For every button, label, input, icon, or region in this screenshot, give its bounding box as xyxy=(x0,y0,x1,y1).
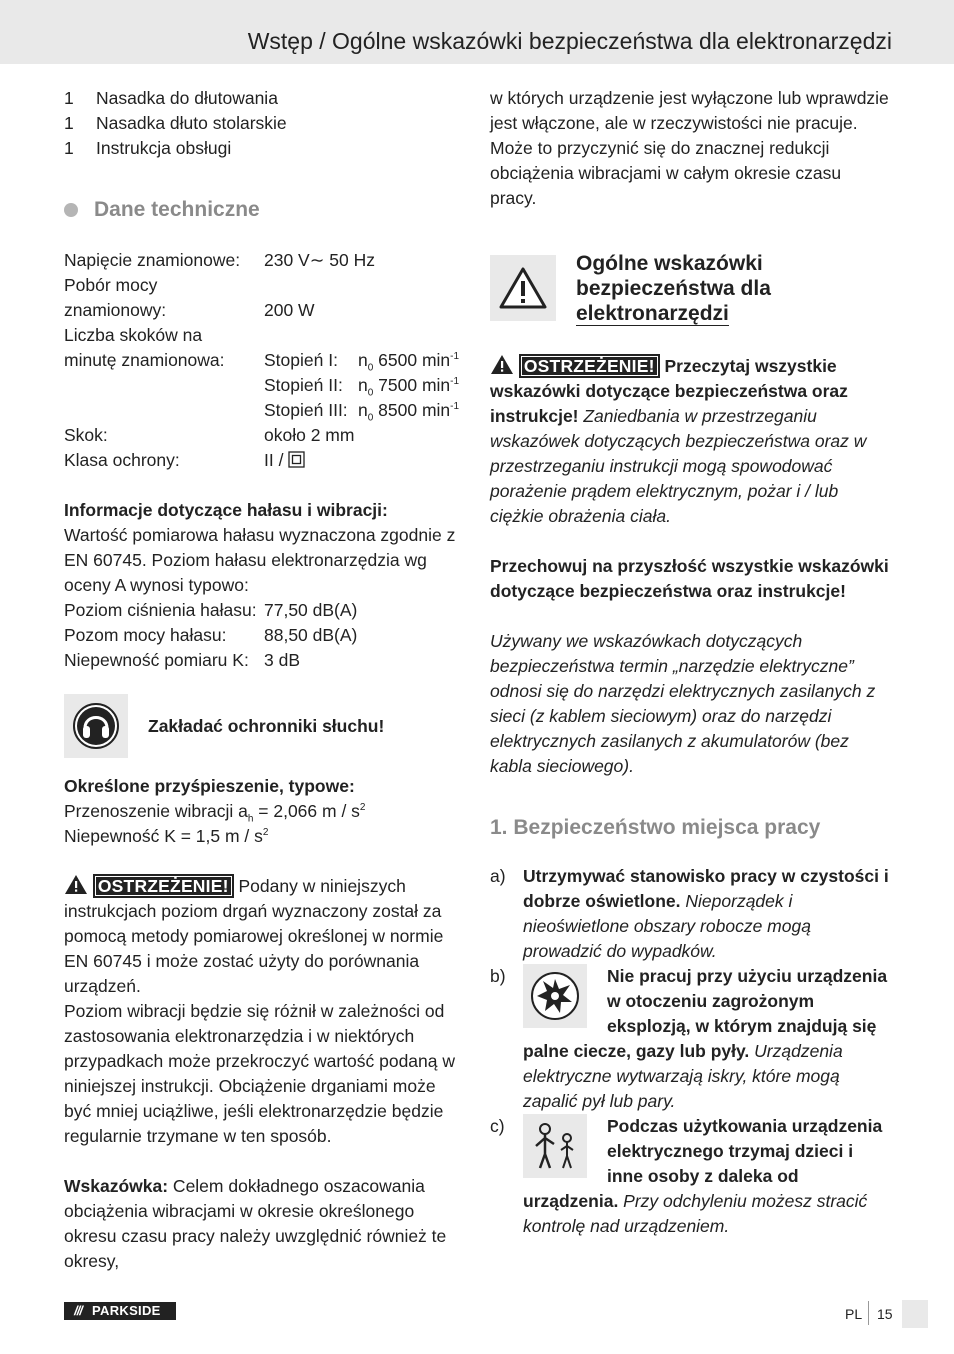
contents-list xyxy=(64,86,464,161)
noise-row: Poziom ciśnienia hałasu: 77,50 dB(A) xyxy=(64,600,358,620)
tech-data-table xyxy=(64,248,464,473)
noise-heading: Informacje dotyczące hałasu i wibracji: xyxy=(64,500,388,520)
tech-row: Napięcie znamionowe: 230 V∼ 50 Hz xyxy=(64,250,375,270)
protection-class-ii-icon xyxy=(288,451,305,468)
warning-triangle-large-icon xyxy=(490,255,556,321)
bullet-dot-icon xyxy=(64,203,78,217)
keep-children-away-icon xyxy=(523,1114,587,1178)
tech-row: znamionowy: 200 W xyxy=(64,300,315,320)
page-header xyxy=(0,0,954,64)
warning-triangle-icon xyxy=(490,354,514,375)
vibration-warning: OSTRZEŻENIE! Podany w niniejszych instrukcjach poziom drgań wyznaczony został za pomocą metody pomiarowej określonej w normie EN 60745 i może zostać użyty do porównania urządzeń. xyxy=(64,876,444,996)
tech-data-heading: Dane techniczne xyxy=(64,197,464,222)
rules-list xyxy=(490,864,892,1239)
warning-triangle-icon xyxy=(64,874,88,895)
noise-row: Pozom mocy hałasu: 88,50 dB(A) xyxy=(64,625,358,645)
noise-row: Niepewność pomiaru K: 3 dB xyxy=(64,650,300,670)
tech-row: Klasa ochrony: II / xyxy=(64,448,464,473)
list-item: 1 Nasadka do dłutowania xyxy=(64,88,278,108)
tech-row: Pobór mocy xyxy=(64,275,158,295)
warning-label: OSTRZEŻENIE! xyxy=(519,354,660,378)
page-number: 15 xyxy=(877,1306,893,1322)
list-item: a) Utrzymywać stanowisko pracy w czystości i dobrze oświetlone. Nieporządek i nieoświetlone obszary robocze mogą prowadzić do wypadków. xyxy=(490,866,889,961)
keep-instructions: Przechowuj na przyszłość wszystkie wskazówki dotyczące bezpieczeństwa oraz instrukcje! xyxy=(490,556,889,601)
general-safety-heading: Ogólne wskazówki bezpieczeństwa dla elektronarzędzi xyxy=(490,251,892,326)
page-tab xyxy=(902,1300,928,1328)
warning-label: OSTRZEŻENIE! xyxy=(93,874,234,898)
term-definition: Używany we wskazówkach dotyczących bezpieczeństwa termin „narzędzie elektryczne” odnosi się do narzędzi elektrycznych zasilanych z sieci (z kablem sieciowym) oraz do narzędzi elektrycznych zasilanych z akumulatorów (bez kabla sieciowego). xyxy=(490,631,876,776)
ear-protection-icon xyxy=(64,694,128,758)
acceleration-heading: Określone przyśpieszenie, typowe: xyxy=(64,776,355,796)
noise-table xyxy=(64,598,464,673)
general-warning: OSTRZEŻENIE! Przeczytaj wszystkie wskazówki dotyczące bezpieczeństwa oraz instrukcje! Zaniedbania w przestrzeganiu wskazówek dotyczących bezpieczeństwa oraz w przestrzeganiu instrukcji mogą spowodować porażenie prądem elektrycznym, pożar i / lub ciężkie obrażenia ciała. xyxy=(490,356,867,526)
language-code: PL xyxy=(845,1306,863,1322)
ear-protection-notice: Zakładać ochronniki słuchu! xyxy=(64,694,464,758)
tech-row: Liczba skoków na xyxy=(64,325,203,345)
page-title: Wstęp / Ogólne wskazówki bezpieczeństwa dla elektronarzędzi xyxy=(247,28,892,54)
tech-row: minutę znamionowa: Stopień I: $n_0$ 6500 $\min^{-1}$ xyxy=(64,350,460,374)
tech-row: Stopień III: $n_0$ 8500 $\min^{-1}$ xyxy=(264,400,460,424)
continued-text: w których urządzenie jest wyłączone lub wprawdzie jest włączone, ale w rzeczywistości nie pracuje. Może to przyczynić się do znacznej redukcji obciążenia wibracjami w całym okresie czasu pracy. xyxy=(490,88,889,208)
left-column xyxy=(64,86,464,1274)
tech-row: Stopień II: $n_0$ 7500 $\min^{-1}$ xyxy=(264,375,460,399)
tech-row: Skok: około 2 mm xyxy=(64,425,355,445)
parkside-logo: /// PARKSIDE xyxy=(64,1302,176,1320)
explosion-hazard-icon xyxy=(523,964,587,1028)
list-item: 1 Nasadka dłuto stolarskie xyxy=(64,113,287,133)
right-column xyxy=(490,86,892,1239)
hint-paragraph: Wskazówka: Celem dokładnego oszacowania obciążenia wibracjami w okresie określonego okresu czasu pracy należy uwzględnić również te okresy, xyxy=(64,1176,447,1271)
uncertainty-line: Niepewność K = 1,5 m / $s^2$ xyxy=(64,826,269,846)
acceleration-line: Przenoszenie wibracji $a_h = 2,066$ m / $s^2$ xyxy=(64,801,366,825)
noise-text: Wartość pomiarowa hałasu wyznaczona zgodnie z EN 60745. Poziom hałasu elektronarzędzia wg oceny A wynosi typowo: xyxy=(64,525,456,595)
page-divider xyxy=(868,1301,869,1325)
section-title: 1. Bezpieczeństwo miejsca pracy xyxy=(490,816,821,839)
list-item: b) Nie pracuj przy użyciu urządzenia w otoczeniu zagrożonym eksplozją, w którym znajdują się palne ciecze, gazy lub pyły. Urządzenia elektryczne wytwarzają iskry, które mogą zapalić pył lub pary. xyxy=(490,966,888,1111)
vibration-text: Poziom wibracji będzie się różnił w zależności od zastosowania elektronarzędzia i w niektórych przypadkach może przekroczyć wartość podaną w niniejszej instrukcji. Obciążenie drganiami może być mniej uciążliwe, jeśli elektronarzędzie będzie regularnie trzymane w ten sposób. xyxy=(64,1001,456,1146)
list-item: c) Podczas użytkowania urządzenia elektrycznego trzymaj dzieci i inne osoby z daleka od urządzenia. Przy odchyleniu możesz stracić kontrolę nad urządzeniem. xyxy=(490,1116,883,1236)
list-item: 1 Instrukcja obsługi xyxy=(64,138,232,158)
